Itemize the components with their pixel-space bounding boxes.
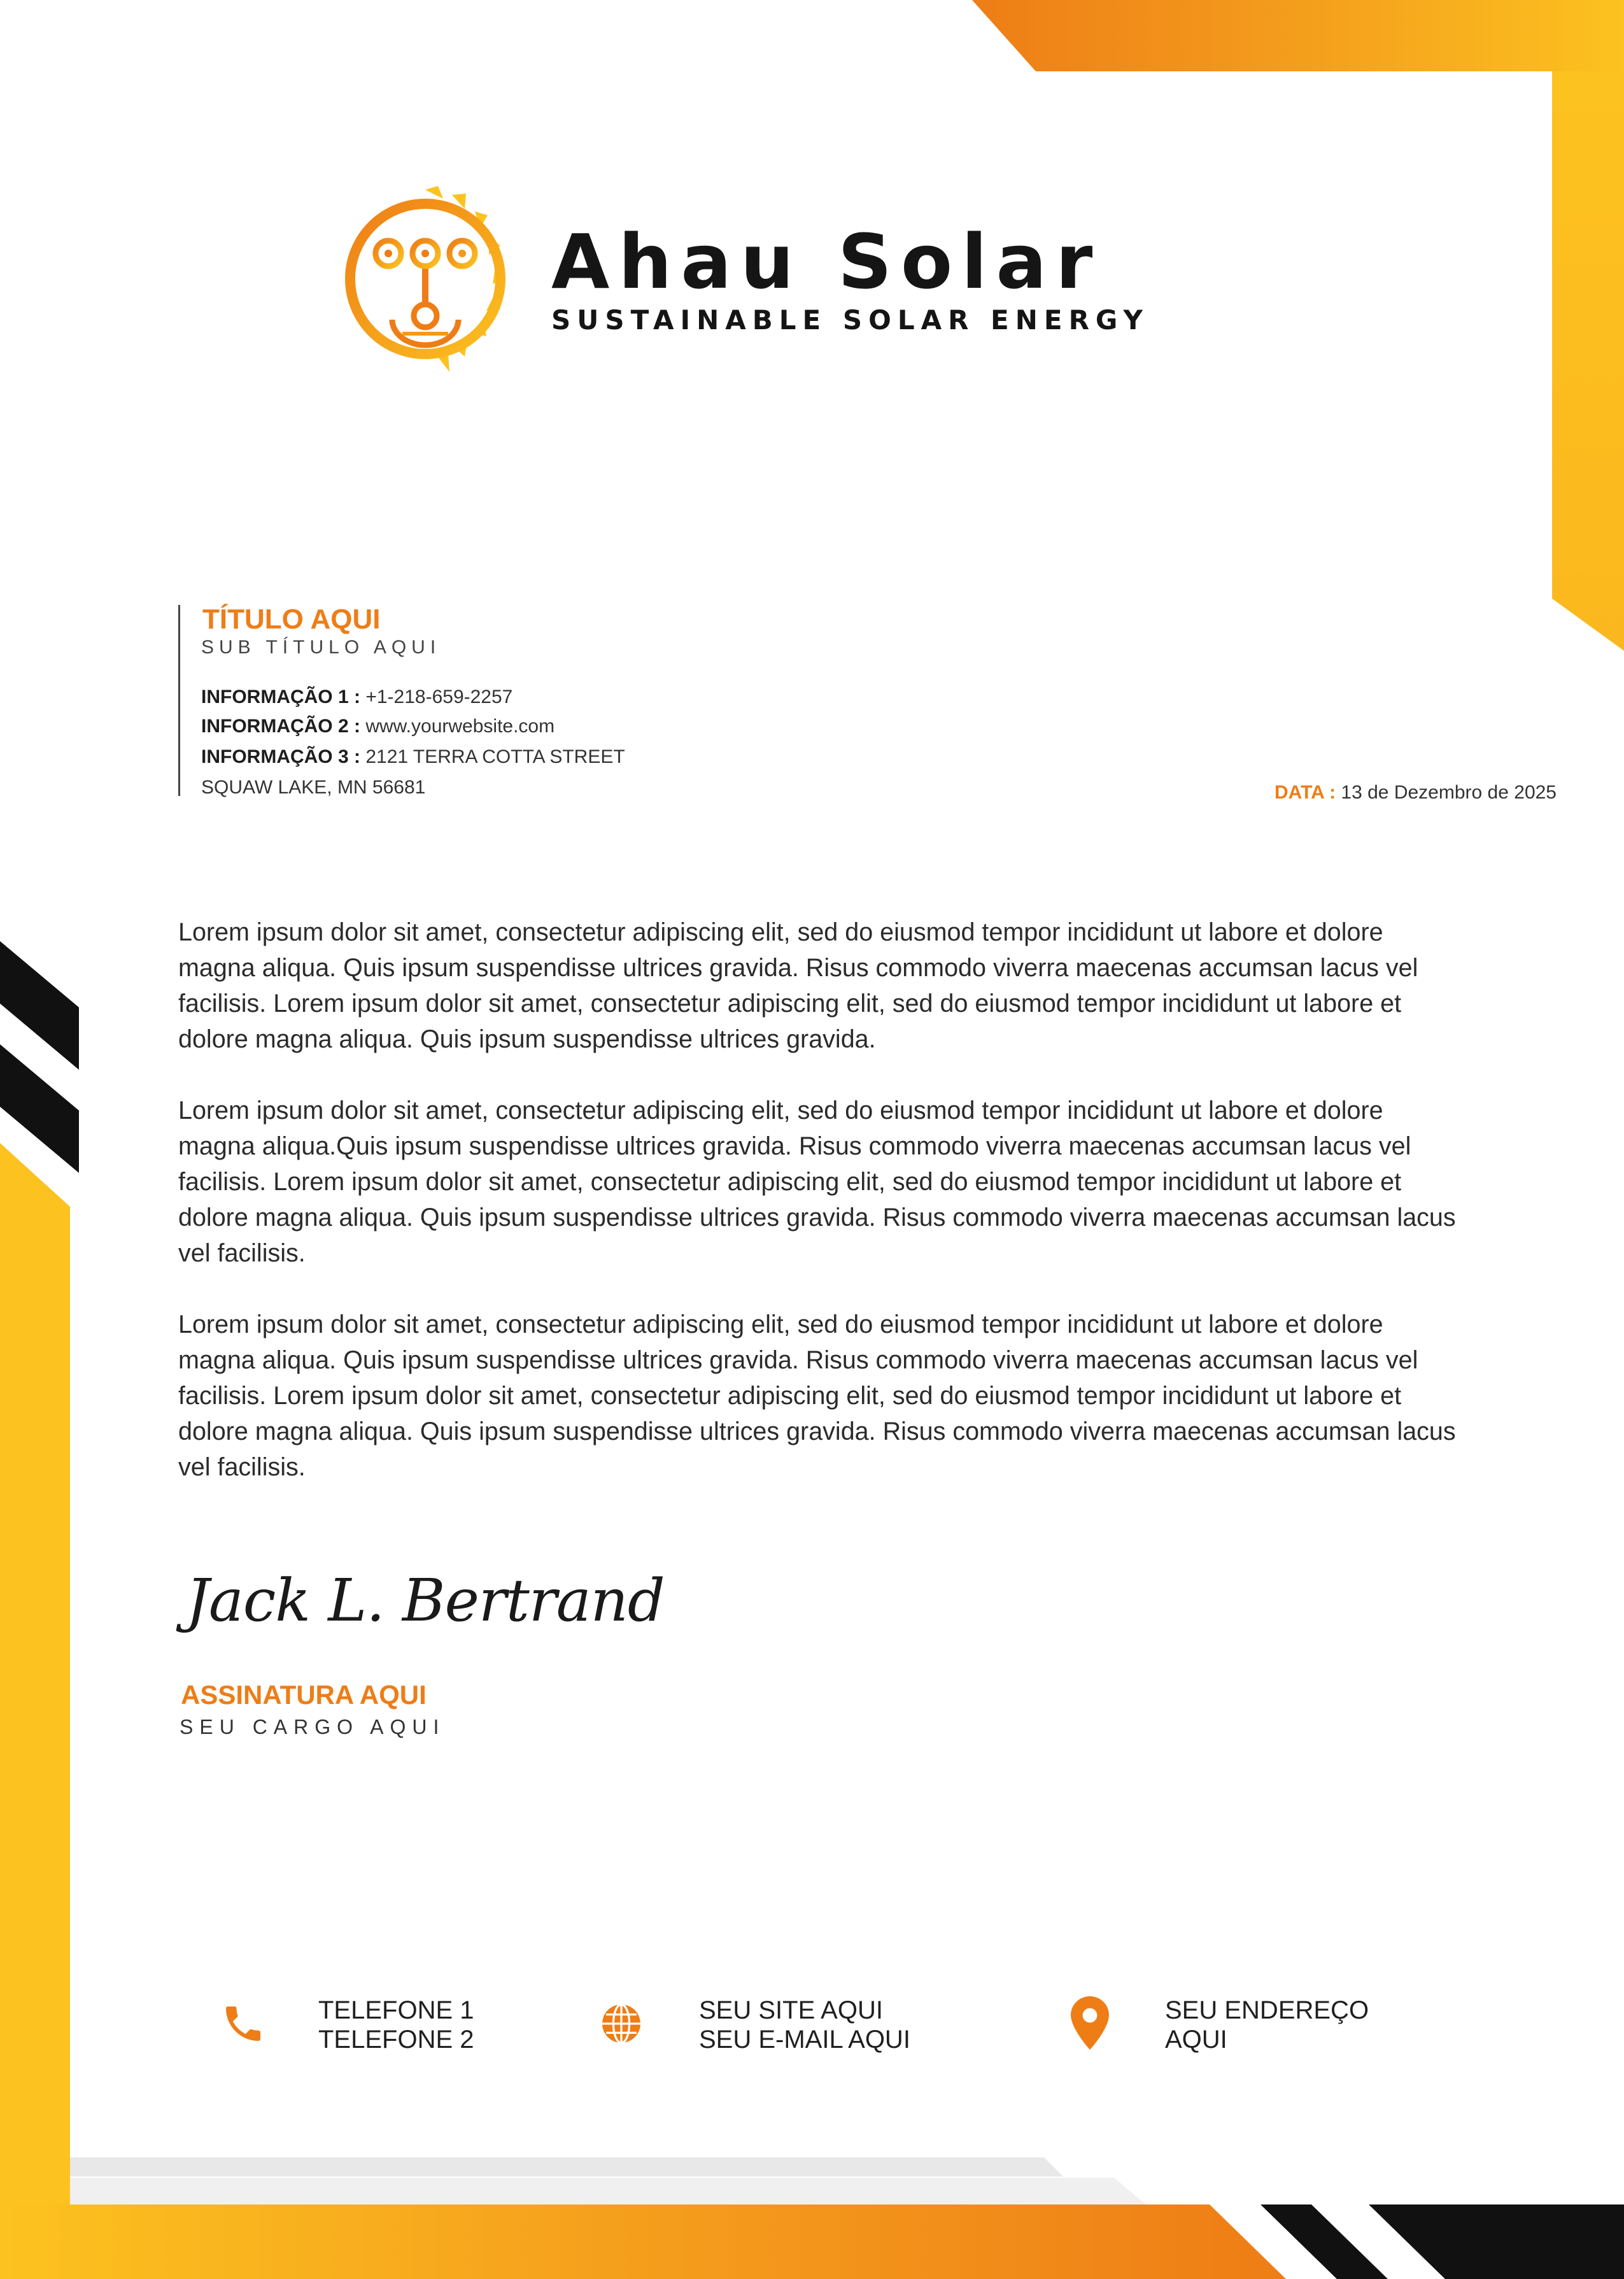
date-value: 13 de Dezembro de 2025 (1341, 782, 1557, 803)
info-label: INFORMAÇÃO 3 : (201, 746, 360, 767)
brand-tagline: SUSTAINABLE SOLAR ENERGY (551, 304, 1149, 336)
body-paragraph: Lorem ipsum dolor sit amet, consectetur adipiscing elit, sed do eiusmod tempor incididunt ut labore et dolore magna aliqua.Quis ipsum suspendisse ultrices gravida. Risus commodo viverra maecenas accumsan lacus vel facilisis. Lorem ipsum dolor sit amet, consectetur adipiscing elit, sed do eiusmod tempor incididunt ut labore et dolore magna aliqua. Quis ipsum suspendisse ultrices gravida. Risus commodo viverra maecenas accumsan lacus vel facilisis. (178, 1097, 1456, 1267)
info-label: INFORMAÇÃO 2 : (201, 716, 360, 737)
signature-name: ASSINATURA AQUI (181, 1680, 427, 1710)
bottom-gray-strip-1 (70, 2157, 1063, 2176)
info-value: 2121 TERRA COTTA STREET (365, 746, 625, 767)
contact-web (699, 1996, 910, 2054)
sun-mask-logo-icon (336, 183, 514, 374)
info-row-2 (201, 716, 554, 737)
brand-name: Ahau Solar (551, 218, 1102, 306)
info-value: +1-218-659-2257 (365, 686, 513, 707)
document-title: TÍTULO AQUI (202, 604, 381, 635)
left-stripe-2 (0, 1044, 79, 1173)
contact-address (1165, 1996, 1369, 2054)
bottom-right-stripe-1 (1260, 2204, 1388, 2279)
body-paragraph: Lorem ipsum dolor sit amet, consectetur adipiscing elit, sed do eiusmod tempor incididunt ut labore et dolore magna aliqua. Quis ipsum suspendisse ultrices gravida. Risus commodo viverra maecenas accumsan lacus vel facilisis. Lorem ipsum dolor sit amet, consectetur adipiscing elit, sed do eiusmod tempor incididunt ut labore et dolore magna aliqua. Quis ipsum suspendisse ultrices gravida. Risus commodo viverra maecenas accumsan lacus vel facilisis. (178, 1310, 1456, 1481)
info-row-extra: SQUAW LAKE, MN 56681 (201, 777, 426, 798)
info-value: www.yourwebsite.com (365, 716, 555, 737)
date-line (1274, 782, 1557, 804)
info-row-1 (201, 686, 512, 708)
location-pin-icon (1067, 1996, 1113, 2050)
logo-text (551, 218, 1149, 336)
info-divider (178, 605, 180, 796)
bottom-band (0, 2204, 1286, 2279)
globe-icon (598, 2001, 644, 2047)
info-row-3 (201, 746, 625, 768)
date-label: DATA : (1274, 782, 1336, 803)
address-line-1: SEU ENDEREÇO (1165, 1996, 1369, 2024)
email-line: SEU E-MAIL AQUI (699, 2026, 910, 2054)
document-subtitle: SUB TÍTULO AQUI (201, 637, 441, 658)
website-line: SEU SITE AQUI (699, 1996, 883, 2024)
bottom-right-stripe-2 (1369, 2204, 1624, 2279)
contact-phone (318, 1996, 474, 2054)
left-stripe-1 (0, 941, 79, 1070)
body-paragraph: Lorem ipsum dolor sit amet, consectetur adipiscing elit, sed do eiusmod tempor incididunt ut labore et dolore magna aliqua. Quis ipsum suspendisse ultrices gravida. Risus commodo viverra maecenas accumsan lacus vel facilisis. Lorem ipsum dolor sit amet, consectetur adipiscing elit, sed do eiusmod tempor incididunt ut labore et dolore magna aliqua. Quis ipsum suspendisse ultrices gravida. (178, 918, 1418, 1053)
address-line-2: AQUI (1165, 2026, 1227, 2054)
phone-line-1: TELEFONE 1 (318, 1996, 474, 2024)
bottom-gray-strip-2 (70, 2178, 1146, 2204)
top-right-band (972, 0, 1624, 71)
right-band (1552, 71, 1624, 651)
phone-icon (220, 2001, 266, 2047)
handwritten-signature: Jack L. Bertrand (186, 1566, 665, 1635)
info-label: INFORMAÇÃO 1 : (201, 686, 360, 707)
phone-line-2: TELEFONE 2 (318, 2026, 474, 2054)
left-band (0, 1143, 70, 2279)
signature-role: SEU CARGO AQUI (180, 1715, 446, 1738)
letter-body (178, 914, 1458, 1521)
